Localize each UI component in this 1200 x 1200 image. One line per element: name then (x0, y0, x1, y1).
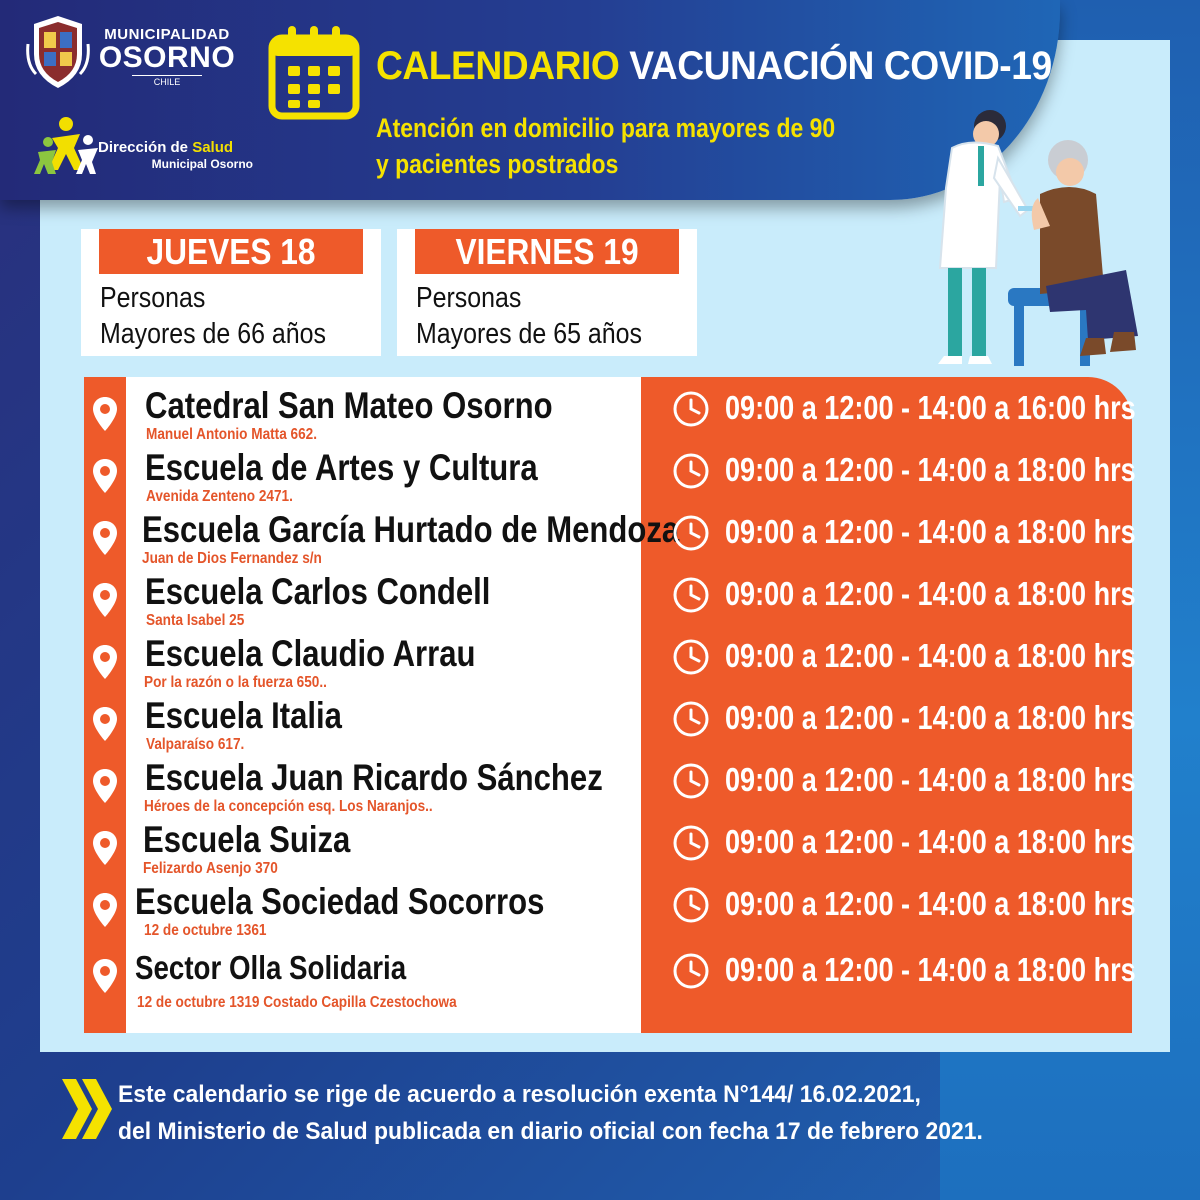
day-age-criteria: Mayores de 65 años (416, 318, 642, 350)
clock-icon (672, 390, 710, 428)
clock-icon (672, 514, 710, 552)
day-age-criteria: Mayores de 66 años (100, 318, 326, 350)
location-address: Juan de Dios Fernandez s/n (142, 550, 322, 567)
footer-line-1: Este calendario se rige de acuerdo a resolución exenta N°144/ 16.02.2021, (118, 1081, 921, 1108)
footer-note (118, 1076, 983, 1150)
municipality-label: MUNICIPALIDAD (104, 26, 230, 43)
clock-icon (672, 576, 710, 614)
location-name: Escuela Juan Ricardo Sánchez (145, 757, 603, 798)
location-hours: 09:00 a 12:00 - 14:00 a 18:00 hrs (725, 513, 1136, 550)
location-hours: 09:00 a 12:00 - 14:00 a 18:00 hrs (725, 637, 1136, 674)
map-pin-icon (92, 830, 118, 866)
health-dept-logo-icon (34, 112, 100, 176)
clock-icon (672, 952, 710, 990)
location-name: Catedral San Mateo Osorno (145, 385, 553, 426)
location-name: Escuela García Hurtado de Mendoza (142, 509, 680, 550)
municipality-name: OSORNO (98, 41, 236, 74)
subtitle-line-1: Atención en domicilio para mayores de 90 (376, 113, 836, 143)
location-name: Escuela Carlos Condell (145, 571, 491, 612)
municipal-crest-icon (26, 14, 90, 90)
location-name: Escuela Claudio Arrau (145, 633, 476, 674)
municipality-brand (96, 26, 238, 87)
clock-icon (672, 762, 710, 800)
day-heading: JUEVES 18 (99, 229, 363, 274)
location-address: Felizardo Asenjo 370 (143, 860, 278, 877)
location-hours: 09:00 a 12:00 - 14:00 a 18:00 hrs (725, 451, 1136, 488)
clock-icon (672, 638, 710, 676)
location-address: 12 de octubre 1319 Costado Capilla Czestochowa (137, 994, 457, 1011)
day-heading: VIERNES 19 (415, 229, 679, 274)
map-pin-icon (92, 396, 118, 432)
location-name: Sector Olla Solidaria (135, 949, 407, 986)
map-pin-icon (92, 768, 118, 804)
map-pin-icon (92, 458, 118, 494)
location-address: Valparaíso 617. (146, 736, 245, 753)
health-dept-highlight: Salud (192, 139, 234, 156)
chevron-right-icon (60, 1075, 112, 1143)
vaccination-illustration (900, 98, 1180, 388)
day-card-friday (397, 229, 697, 356)
day-group-label: Personas (416, 282, 522, 314)
municipality-country: CHILE (132, 75, 202, 87)
map-pin-icon (92, 520, 118, 556)
map-pin-icon (92, 958, 118, 994)
clock-icon (672, 886, 710, 924)
location-hours: 09:00 a 12:00 - 14:00 a 18:00 hrs (725, 885, 1136, 922)
title-rest: VACUNACIÓN COVID-19 (619, 44, 1052, 88)
health-dept-name (98, 140, 253, 172)
map-pin-icon (92, 892, 118, 928)
footer-line-2: del Ministerio de Salud publicada en diario oficial con fecha 17 de febrero 2021. (118, 1118, 983, 1145)
page-title (376, 44, 1052, 89)
location-hours: 09:00 a 12:00 - 14:00 a 16:00 hrs (725, 389, 1136, 426)
day-card-thursday (81, 229, 381, 356)
location-name: Escuela Sociedad Socorros (135, 881, 545, 922)
clock-icon (672, 452, 710, 490)
location-hours: 09:00 a 12:00 - 14:00 a 18:00 hrs (725, 761, 1136, 798)
day-group-label: Personas (100, 282, 206, 314)
health-dept-subline: Municipal Osorno (151, 157, 253, 171)
title-highlight: CALENDARIO (376, 44, 620, 88)
location-hours: 09:00 a 12:00 - 14:00 a 18:00 hrs (725, 823, 1136, 860)
map-pin-icon (92, 706, 118, 742)
location-row (0, 881, 1136, 954)
map-pin-icon (92, 644, 118, 680)
map-pin-icon (92, 582, 118, 618)
location-address: Manuel Antonio Matta 662. (146, 426, 318, 443)
location-name: Escuela de Artes y Cultura (145, 447, 538, 488)
location-hours: 09:00 a 12:00 - 14:00 a 18:00 hrs (725, 575, 1136, 612)
location-row (0, 949, 1136, 1020)
health-dept-prefix: Dirección de (98, 139, 193, 156)
clock-icon (672, 700, 710, 738)
location-name: Escuela Italia (145, 695, 342, 736)
location-address: Héroes de la concepción esq. Los Naranjos.. (144, 798, 433, 815)
subtitle-line-2: y pacientes postrados (376, 149, 619, 179)
location-address: Santa Isabel 25 (146, 612, 245, 629)
location-address: 12 de octubre 1361 (144, 922, 267, 939)
location-address: Por la razón o la fuerza 650.. (144, 674, 327, 691)
page-subtitle (376, 110, 835, 182)
location-hours: 09:00 a 12:00 - 14:00 a 18:00 hrs (725, 699, 1136, 736)
location-address: Avenida Zenteno 2471. (146, 488, 293, 505)
calendar-icon (268, 26, 360, 120)
location-name: Escuela Suiza (143, 819, 351, 860)
clock-icon (672, 824, 710, 862)
location-hours: 09:00 a 12:00 - 14:00 a 18:00 hrs (725, 951, 1136, 988)
